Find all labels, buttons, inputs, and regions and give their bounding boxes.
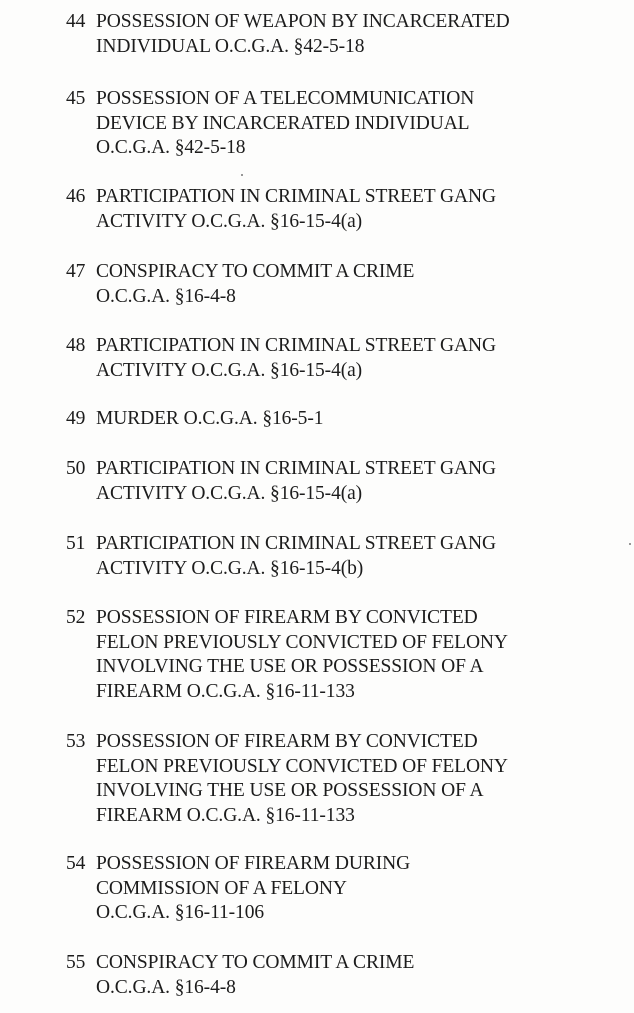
count-51 (0, 532, 600, 581)
count-49 (0, 407, 600, 432)
count-line: INDIVIDUAL O.C.G.A. §42-5-18 (96, 35, 365, 57)
count-line: PARTICIPATION IN CRIMINAL STREET GANG (96, 335, 496, 356)
count-line: FIREARM O.C.G.A. §16-11-133 (96, 804, 355, 826)
count-description (96, 260, 600, 309)
count-50 (0, 457, 600, 506)
count-line: MURDER O.C.G.A. §16-5-1 (96, 408, 324, 429)
count-description (96, 185, 600, 234)
count-number: 50 (66, 458, 86, 479)
count-description (96, 852, 600, 926)
count-line: PARTICIPATION IN CRIMINAL STREET GANG (96, 186, 496, 207)
count-line: O.C.G.A. §16-4-8 (96, 285, 236, 307)
count-46 (0, 185, 600, 234)
count-line: ACTIVITY O.C.G.A. §16-15-4(b) (96, 557, 364, 579)
count-line: CONSPIRACY TO COMMIT A CRIME (96, 261, 415, 282)
count-number: 51 (66, 533, 86, 554)
count-number: 48 (66, 335, 86, 356)
count-description (96, 334, 600, 383)
count-line: FELON PREVIOUSLY CONVICTED OF FELONY (96, 631, 508, 653)
scan-speck (629, 543, 631, 545)
count-number: 49 (66, 408, 86, 429)
count-description (96, 457, 600, 506)
count-description (96, 606, 600, 704)
count-52 (0, 606, 600, 704)
scan-speck (241, 174, 243, 176)
count-48 (0, 334, 600, 383)
count-54 (0, 852, 600, 926)
count-line: FELON PREVIOUSLY CONVICTED OF FELONY (96, 755, 508, 777)
count-44 (0, 10, 600, 59)
count-line: ACTIVITY O.C.G.A. §16-15-4(a) (96, 359, 363, 381)
count-number: 52 (66, 607, 86, 628)
count-description (96, 10, 600, 59)
count-line: POSSESSION OF FIREARM BY CONVICTED (96, 607, 478, 628)
count-53 (0, 730, 600, 828)
count-description (96, 730, 600, 828)
count-line: O.C.G.A. §42-5-18 (96, 137, 246, 158)
count-line: POSSESSION OF FIREARM DURING (96, 853, 411, 874)
count-number: 45 (66, 88, 86, 109)
count-line: CONSPIRACY TO COMMIT A CRIME (96, 952, 415, 973)
count-line: ACTIVITY O.C.G.A. §16-15-4(a) (96, 210, 363, 232)
count-55 (0, 951, 600, 1000)
count-description (96, 951, 600, 1000)
count-line: INVOLVING THE USE OR POSSESSION OF A (96, 780, 484, 801)
count-number: 53 (66, 731, 86, 752)
count-line: FIREARM O.C.G.A. §16-11-133 (96, 680, 355, 702)
count-line: O.C.G.A. §16-11-106 (96, 902, 264, 923)
count-number: 46 (66, 186, 86, 207)
count-line: PARTICIPATION IN CRIMINAL STREET GANG (96, 458, 496, 479)
count-description (96, 407, 600, 432)
count-description (96, 532, 600, 581)
count-line: COMMISSION OF A FELONY (96, 877, 347, 899)
count-line: ACTIVITY O.C.G.A. §16-15-4(a) (96, 482, 363, 504)
count-line: PARTICIPATION IN CRIMINAL STREET GANG (96, 533, 496, 554)
count-line: INVOLVING THE USE OR POSSESSION OF A (96, 656, 484, 677)
count-number: 44 (66, 11, 86, 32)
count-line: POSSESSION OF A TELECOMMUNICATION (96, 88, 475, 109)
count-number: 54 (66, 853, 86, 874)
count-45 (0, 87, 600, 161)
count-line: POSSESSION OF WEAPON BY INCARCERATED (96, 11, 510, 32)
count-line: POSSESSION OF FIREARM BY CONVICTED (96, 731, 478, 752)
count-line: DEVICE BY INCARCERATED INDIVIDUAL (96, 112, 470, 134)
count-description (96, 87, 600, 161)
count-number: 47 (66, 261, 86, 282)
count-number: 55 (66, 952, 86, 973)
count-47 (0, 260, 600, 309)
count-line: O.C.G.A. §16-4-8 (96, 976, 236, 998)
